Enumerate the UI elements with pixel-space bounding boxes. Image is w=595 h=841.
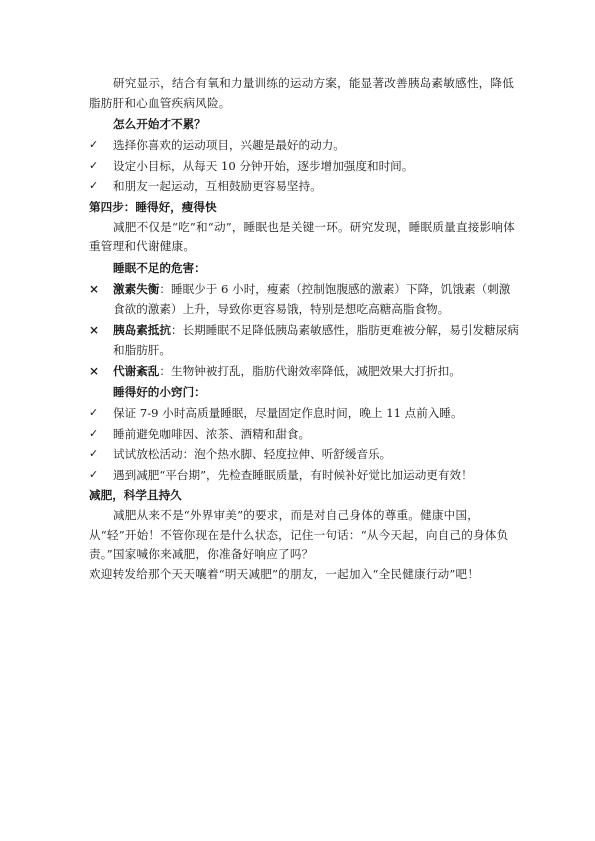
check-icon: ✓: [89, 467, 99, 481]
harm-text: ：生物钟被打乱，脂肪代谢效率降低，减肥效果大打折扣。: [159, 363, 461, 378]
harm-term: 胰岛素抵抗: [113, 322, 171, 337]
check-icon: ✓: [89, 158, 99, 172]
list-item-text: [113, 279, 519, 320]
sleep-tips-heading: 睡得好的小窍门：: [113, 385, 206, 399]
list-item: [89, 361, 519, 382]
conclusion-title: 减肥，科学且持久: [89, 488, 182, 502]
document-body: [89, 74, 519, 584]
list-item-text: 选择你喜欢的运动项目，兴趣是最好的动力。: [113, 138, 345, 152]
list-item-text: 保证 7-9 小时高质量睡眠，尽量固定作息时间，晚上 11 点前入睡。: [113, 406, 463, 420]
list-item-text: [113, 320, 519, 361]
harm-text: ：长期睡眠不足降低胰岛素敏感性，脂肪更难被分解，易引发糖尿病和脂肪肝。: [113, 322, 519, 357]
sleep-harms-heading: 睡眠不足的危害：: [113, 260, 206, 275]
check-icon: ✓: [89, 426, 99, 440]
list-item: [89, 135, 519, 156]
cross-icon: ×: [89, 363, 100, 378]
list-item: [89, 156, 519, 177]
list-item-text: 遇到减肥“平台期”，先检查睡眠质量，有时候补好觉比加运动更有效！: [113, 467, 473, 482]
list-item-text: 睡前避免咖啡因、浓茶、酒精和甜食。: [113, 426, 311, 441]
harm-term: 代谢紊乱: [113, 363, 160, 378]
list-item-text: [113, 361, 519, 382]
step4-paragraph: 减肥不仅是“吃”和“动”，睡眠也是关键一环。研究发现，睡眠质量直接影响体重管理和代谢健康。: [89, 219, 515, 253]
list-item-text: 设定小目标，从每天 10 分钟开始，逐步增加强度和时间。: [113, 158, 414, 173]
cross-icon: ×: [89, 322, 100, 337]
harm-text: ：睡眠少于 6 小时，瘦素（控制饱腹感的激素）下降，饥饿素（刺激食欲的激素）上升，导致你更容易饿，特别是想吃高糖高脂食物。: [113, 281, 511, 316]
harm-term: 激素失衡: [113, 281, 160, 296]
start-tips-heading: 怎么开始才不累？: [113, 117, 206, 131]
cross-icon: ×: [89, 281, 100, 296]
list-item-text: 和朋友一起运动，互相鼓励更容易坚持。: [113, 179, 322, 193]
intro-paragraph: 研究显示，结合有氧和力量训练的运动方案，能显著改善胰岛素敏感性，降低脂肪肝和心血管疾病风险。: [89, 76, 514, 110]
list-item: [89, 320, 519, 361]
check-icon: ✓: [89, 138, 99, 151]
conclusion-paragraph: 减肥从来不是“外界审美”的要求，而是对自己身体的尊重。健康中国，从“轻”开始！不管你现在是什么状态，记住一句话：“从今天起，向自己的身体负责。”国家喊你来减肥，你准备好响应了吗？: [89, 508, 509, 561]
list-item: [89, 279, 519, 320]
list-item: [89, 403, 519, 424]
check-icon: ✓: [89, 179, 99, 192]
list-item-text: 试试放松活动：泡个热水脚、轻度拉伸、听舒缓音乐。: [113, 447, 392, 461]
step4-title: 第四步：睡得好，瘦得快: [89, 199, 217, 214]
list-item: [89, 176, 519, 197]
list-item: [89, 444, 519, 465]
check-icon: ✓: [89, 406, 99, 419]
list-item: [89, 424, 519, 445]
closing-line: 欢迎转发给那个天天嚷着“明天减肥”的朋友，一起加入“全民健康行动”吧！: [89, 566, 480, 581]
list-item: [89, 465, 519, 486]
check-icon: ✓: [89, 447, 99, 460]
